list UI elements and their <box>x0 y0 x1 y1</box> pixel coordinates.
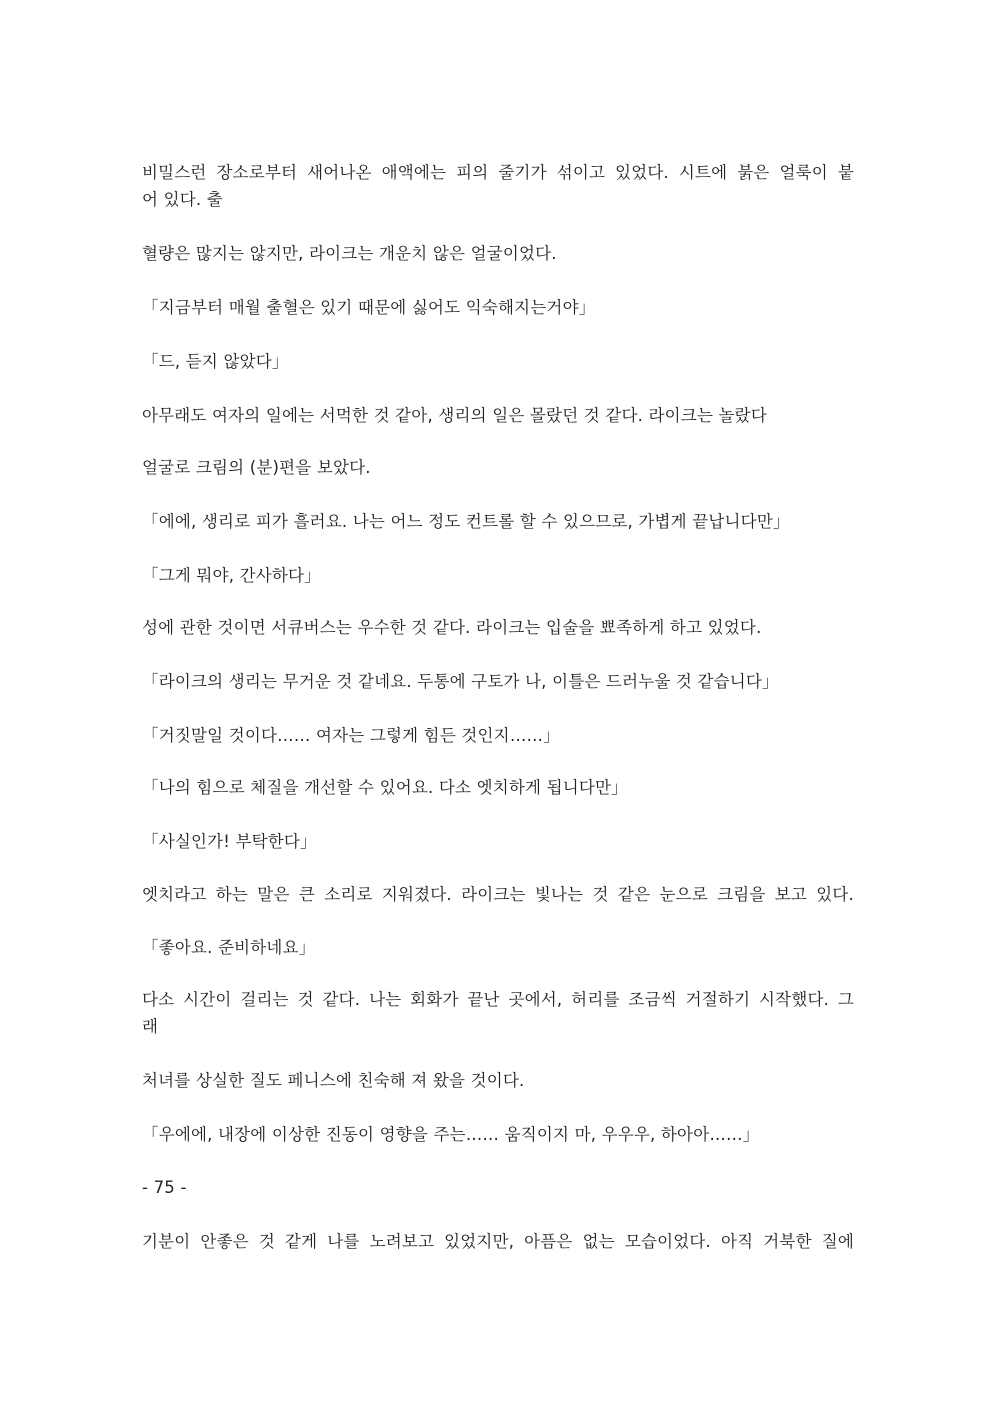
text-line: 「라이크의 생리는 무거운 것 같네요. 두통에 구토가 나, 이틀은 드러누울 것 같습니다」 <box>142 672 779 691</box>
text-line: 「우에에, 내장에 이상한 진동이 영향을 주는…… 움직이지 마, 우우우, 하아아……」 <box>142 1125 760 1144</box>
text-line: 성에 관한 것이면 서큐버스는 우수한 것 같다. 라이크는 입술을 뾰족하게 하고 있었다. <box>142 618 762 637</box>
text-line: 다소 시간이 걸리는 것 같다. 나는 회화가 끝난 곳에서, 허리를 조금씩 거절하기 시작했다. 그 <box>142 990 854 1009</box>
text-line: 「그게 뭐야, 간사하다」 <box>142 566 321 585</box>
text-line: 「지금부터 매월 출혈은 있기 때문에 싫어도 익숙해지는거야」 <box>142 298 596 317</box>
text-line: 얼굴로 크림의 (분)편을 보았다. <box>142 458 371 477</box>
text-line: 「나의 힘으로 체질을 개선할 수 있어요. 다소 엣치하게 됩니다만」 <box>142 778 628 797</box>
text-line: 「에에, 생리로 피가 흘러요. 나는 어느 정도 컨트롤 할 수 있으므로, 가볍게 끝납니다만」 <box>142 512 790 531</box>
text-line: 래 <box>142 1017 159 1036</box>
text-line: 아무래도 여자의 일에는 서먹한 것 같아, 생리의 일은 몰랐던 것 같다. 라이크는 놀랐다 <box>142 406 767 425</box>
text-line: 비밀스런 장소로부터 새어나온 애액에는 피의 줄기가 섞이고 있었다. 시트에 붉은 얼룩이 붙 <box>142 163 854 182</box>
text-line: 어 있다. 출 <box>142 190 223 209</box>
text-line: 처녀를 상실한 질도 페니스에 친숙해 져 왔을 것이다. <box>142 1071 525 1090</box>
text-line: 기분이 안좋은 것 같게 나를 노려보고 있었지만, 아픔은 없는 모습이었다. 아직 거북한 질에 <box>142 1232 854 1251</box>
text-line: 「좋아요. 준비하네요」 <box>142 938 316 957</box>
page-number: - 75 - <box>142 1178 187 1197</box>
text-line: 「드, 듣지 않았다」 <box>142 352 289 371</box>
text-line: 혈량은 많지는 않지만, 라이크는 개운치 않은 얼굴이었다. <box>142 244 557 263</box>
text-line: 「거짓말일 것이다…… 여자는 그렇게 힘든 것인지……」 <box>142 726 560 745</box>
text-line: 「사실인가! 부탁한다」 <box>142 832 317 851</box>
text-line: 엣치라고 하는 말은 큰 소리로 지워졌다. 라이크는 빛나는 것 같은 눈으로 크림을 보고 있다. <box>142 885 854 904</box>
